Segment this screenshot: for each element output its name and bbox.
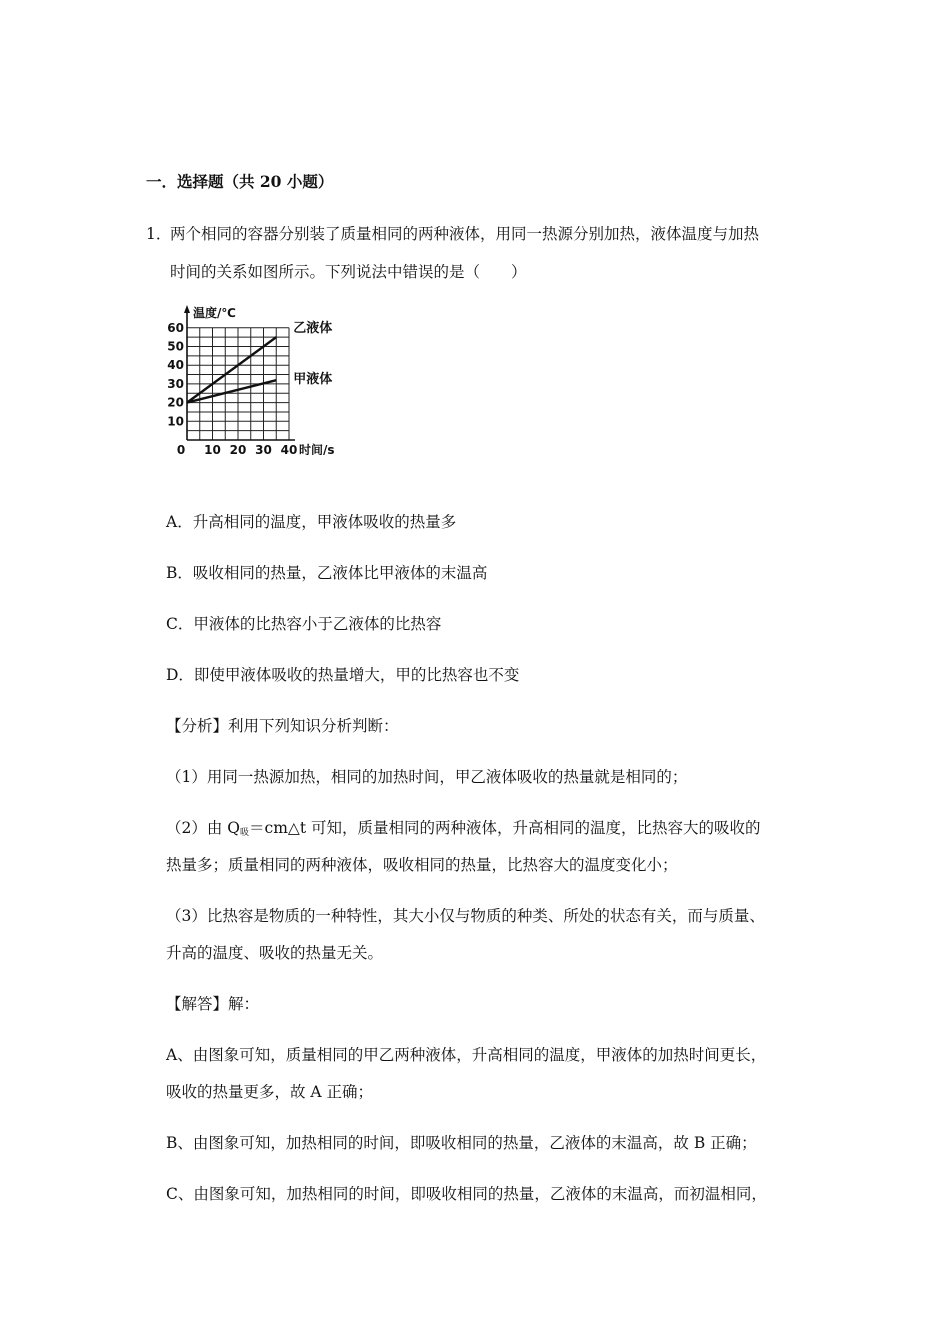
option-c: C．甲液体的比热容小于乙液体的比热容 — [166, 615, 442, 633]
analysis-point-2-prefix: （2）由 Q — [166, 819, 240, 837]
question-stem-line1: 两个相同的容器分别装了质量相同的两种液体，用同一热源分别加热，液体温度与加热 — [170, 225, 760, 243]
y-tick-label: 40 — [167, 358, 184, 373]
analysis-heading: 【分析】利用下列知识分析判断： — [166, 717, 399, 735]
x-tick-label: 20 — [229, 443, 247, 455]
chart-grid — [187, 328, 289, 440]
x-tick-label: 40 — [280, 443, 298, 455]
temperature-time-chart — [160, 303, 350, 455]
analysis-point-1: （1）用同一热源加热，相同的加热时间，甲乙液体吸收的热量就是相同的； — [166, 768, 688, 786]
chart-axes — [184, 305, 295, 440]
analysis-point-3-line1: （3）比热容是物质的一种特性，其大小仅与物质的种类、所处的状态有关，而与质量、 — [166, 907, 765, 925]
x-tick-label: 10 — [204, 443, 221, 455]
y-tick-label: 50 — [167, 339, 184, 354]
answer-c-line1: C、由图象可知，加热相同的时间，即吸收相同的热量，乙液体的末温高，而初温相同， — [166, 1185, 767, 1203]
answer-a-line1: A、由图象可知，质量相同的甲乙两种液体，升高相同的温度，甲液体的加热时间更长， — [166, 1046, 767, 1064]
option-d: D．即使甲液体吸收的热量增大，甲的比热容也不变 — [166, 666, 520, 684]
x-axis-label: 时间/s — [299, 443, 335, 455]
analysis-point-3-line2: 升高的温度、吸收的热量无关。 — [166, 944, 384, 962]
answer-b-line1: B、由图象可知，加热相同的时间，即吸收相同的热量，乙液体的末温高，故 B 正确； — [166, 1134, 757, 1152]
y-tick-label: 60 — [167, 320, 184, 335]
y-axis-label: 温度/℃ — [193, 306, 236, 320]
option-b: B．吸收相同的热量，乙液体比甲液体的末温高 — [166, 564, 488, 582]
x-tick-label: 30 — [255, 443, 272, 455]
y-axis-arrow — [184, 305, 190, 313]
x-tick-label: 0 — [176, 443, 186, 455]
series-label: 乙液体 — [293, 321, 333, 337]
y-tick-label: 20 — [167, 395, 184, 410]
question-number: 1． — [146, 225, 172, 243]
analysis-point-2-line1 — [166, 818, 760, 843]
section-title: 一．选择题（共 20 小题） — [146, 172, 334, 191]
y-tick-label: 10 — [167, 414, 184, 429]
analysis-point-2-subscript: 吸 — [240, 828, 250, 838]
option-a: A．升高相同的温度，甲液体吸收的热量多 — [166, 513, 457, 531]
analysis-point-2-rest: ＝cm△t 可知，质量相同的两种液体，升高相同的温度，比热容大的吸收的 — [249, 819, 761, 837]
question-stem-line2: 时间的关系如图所示。下列说法中错误的是（ ） — [170, 263, 527, 281]
answer-a-line2: 吸收的热量更多，故 A 正确； — [166, 1083, 374, 1101]
series-label: 甲液体 — [293, 372, 333, 388]
answer-heading: 【解答】解： — [166, 995, 260, 1013]
y-tick-label: 30 — [167, 376, 184, 391]
analysis-point-2-line2: 热量多；质量相同的两种液体，吸收相同的热量，比热容大的温度变化小； — [166, 856, 678, 874]
